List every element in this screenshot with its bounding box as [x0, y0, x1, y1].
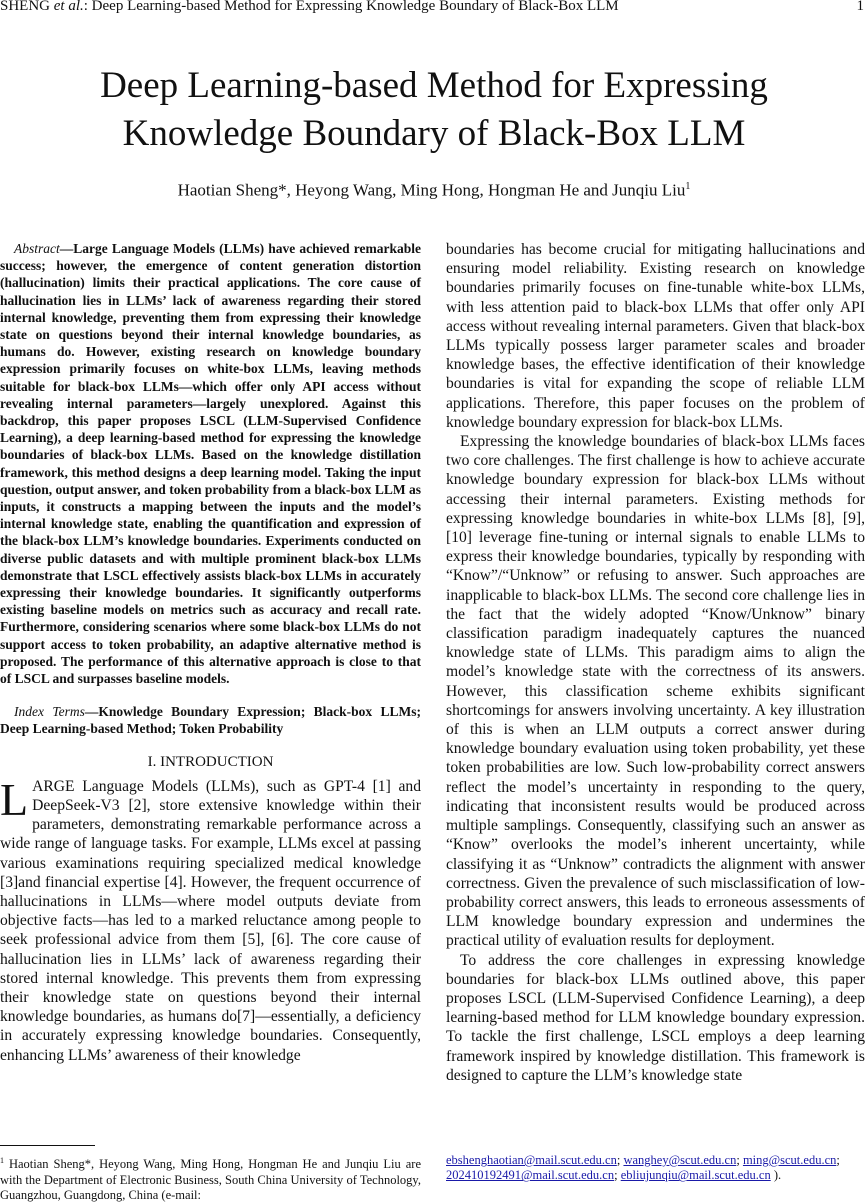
page-number: 1	[856, 0, 864, 14]
abstract: Abstract—Large Language Models (LLMs) have achieved remarkable success; however, the emergence of content generation distortion (hallucination) limits their practical applications. The core cause of hallucination lies in LLMs’ lack of awareness regarding their stored internal knowledge, preventing them from expressing their knowledge state on questions beyond their internal knowledge boundaries, as humans do. However, existing research on knowledge boundary expression primarily focuses on white-box LLMs, leaving methods suitable for black-box LLMs—which offer only API access without revealing internal parameters—largely unexplored. Against this backdrop, this paper proposes LSCL (LLM-Supervised Confidence Learning), a deep learning-based method for expressing the knowledge boundaries of black-box LLMs. Based on the knowledge distillation framework, this method designs a deep learning model. Taking the input question, output answer, and token probability from a black-box LLM as inputs, it constructs a mapping between the inputs and the model’s internal knowledge state, enabling the quantification and expression of the black-box LLM’s knowledge boundaries. Experiments conducted on diverse public datasets and with multiple prominent black-box LLMs demonstrate that LSCL effectively assists black-box LLMs in accurately expressing their knowledge boundaries. It significantly outperforms existing baseline models on metrics such as accuracy and recall rate. Furthermore, considering scenarios where some black-box LLMs do not support access to token probability, an adaptive alternative method is proposed. The performance of this alternative approach is close to that of LSCL and surpasses baseline models.	[0, 241, 421, 687]
section-heading-introduction: I. INTRODUCTION	[147, 753, 274, 770]
intro-paragraph-1-continued: boundaries has become crucial for mitigating hallucinations and ensuring model reliability. Existing research on knowledge boundaries primarily focuses on fine-tunable white-box LLMs, with less attention paid to black-box LLMs that offer only API access without revealing internal parameters. Given that black-box LLMs typically possess larger parameter scales and broader knowledge bases, the effective identification of their knowledge boundaries is vital for expanding the scope of reliable LLM applications. Therefore, this paper focuses on the problem of knowledge boundary expression for black-box LLMs.	[446, 241, 865, 431]
author-footnote-mark: 1	[685, 181, 691, 192]
intro-paragraph-3: To address the core challenges in expressing knowledge boundaries for black-box LLMs outlined above, this paper proposes LSCL (LLM-Supervised Confidence Learning), a deep learning-based method for LLM knowledge boundary expression. To tackle the first challenge, LSCL employs a deep learning framework inspired by knowledge distillation. This framework is designed to capture the LLM’s knowledge state	[446, 951, 865, 1084]
email-link-2[interactable]: wanghey@scut.edu.cn	[623, 1153, 737, 1167]
intro-paragraph-1: LARGE Language Models (LLMs), such as GPT-4 [1] and DeepSeek-V3 [2], store extensive knowledge within their parameters, demonstrating remarkable performance across a wide range of language tasks. For example, LLMs excel at passing various examinations requiring specialized medical knowledge [3]and financial expertise [4]. However, the frequent occurrence of hallucinations in LLMs—where model outputs deviate from objective facts—has led to a marked reluctance among people to seek professional advice from them [5], [6]. The core cause of hallucination lies in LLMs’ lack of awareness regarding their stored internal knowledge. This prevents them from expressing their knowledge state on questions beyond their internal knowledge boundaries, as humans do[7]—essentially, a deficiency in accurately expressing knowledge boundaries. Consequently, enhancing LLMs’ awareness of their knowledge	[0, 773, 421, 1064]
left-column	[0, 240, 421, 1065]
author-names: Haotian Sheng*, Heyong Wang, Ming Hong, Hongman He and Junqiu Liu	[177, 180, 686, 200]
title-line-1: Deep Learning-based Method for Expressing	[100, 65, 768, 106]
right-column	[446, 240, 865, 1085]
email-link-3[interactable]: ming@scut.edu.cn	[742, 1153, 837, 1167]
email-link-4[interactable]: 202410192491@mail.scut.edu.cn	[446, 1168, 615, 1183]
index-terms: Index Terms—Knowledge Boundary Expression; Black-box LLMs; Deep Learning-based Method; Token Probability	[0, 704, 422, 737]
index-terms-label: Index Terms	[14, 704, 85, 720]
intro-paragraph-2: Expressing the knowledge boundaries of black-box LLMs faces two core challenges. The first challenge is how to achieve accurate knowledge boundary expression for black-box LLMs without accessing their internal parameters. Existing methods for expressing knowledge boundaries in white-box LLMs [8], [9], [10] leverage fine-tuning or internal signals to enable LLMs to express their knowledge boundaries, typically by responding with “Know”/“Unknow” or refusing to answer. Such approaches are inapplicable to black-box LLMs. The second core challenge lies in the fact that the widely adopted “Know/Unknow” binary classification paradigm inadequately captures the nuanced knowledge state of LLMs. This paradigm aims to align the model’s knowledge state with the correctness of its answers. However, this classification scheme exhibits significant shortcomings for answers involving uncertainty. A key illustration of this is when an LLM outputs a correct answer during knowledge boundary evaluation using token probability, yet these token probabilities are low. Such low-probability correct answers reflect the model’s uncertainty in responding to the query, indicating that inconsistent results would be produced across multiple samplings. Consequently, classifying such an answer as “Know” overlooks the model’s inherent uncertainty, while classifying it as “Unknow” contradicts the alignment with answer correctness. Given the prevalence of such misclassification of low-probability correct answers, this leads to erroneous assessments of LLM knowledge boundary expression and undermines the practical utility of evaluation results for deployment.	[446, 433, 865, 950]
abstract-text: Large Language Models (LLMs) have achieved remarkable success; however, the emergence of content generation distortion (hallucination) limits their practical applications. The core cause of hallucination lies in LLMs’ lack of awareness regarding their stored internal knowledge, preventing them from expressing their knowledge state on questions beyond their internal knowledge boundaries, as humans do. However, existing research on knowledge boundary expression primarily focuses on white-box LLMs, leaving methods suitable for black-box LLMs—which offer only API access without revealing internal parameters—largely unexplored. Against this backdrop, this paper proposes LSCL (LLM-Supervised Confidence Learning), a deep learning-based method for expressing the knowledge boundaries of black-box LLMs. Based on the knowledge distillation framework, this method designs a deep learning model. Taking the input question, output answer, and token probability from a black-box LLM as inputs, it constructs a mapping between the inputs and the model’s internal knowledge state, enabling the quantification and expression of the black-box LLM’s knowledge boundaries. Experiments conducted on diverse public datasets and with multiple prominent black-box LLMs demonstrate that LSCL effectively assists black-box LLMs in accurately expressing their knowledge boundaries. It significantly outperforms existing baseline models on metrics such as accuracy and recall rate. Furthermore, considering scenarios where some black-box LLMs do not support access to token probability, an adaptive alternative method is proposed. The performance of this alternative approach is close to that of LSCL and surpasses baseline models.	[0, 241, 421, 687]
running-head-text: SHENG et al.: Deep Learning-based Method for Expressing Knowledge Boundary of Black-Box LLM	[0, 0, 619, 14]
abstract-label: Abstract	[14, 241, 60, 256]
email-link-1[interactable]: ebshenghaotian@mail.scut.edu.cn	[446, 1153, 617, 1167]
footnote-divider	[0, 1145, 95, 1146]
footnote-affiliation: $^1$ Haotian Sheng*, Heyong Wang, Ming Hong, Hongman He and Junqiu Liu are with the Department of Electronic Business, South China University of Technology, Guangzhou, Guangdong, China (e-mail:	[0, 1156, 421, 1202]
index-terms-text: Knowledge Boundary Expression; Black-box LLMs; Deep Learning-based Method; Token Probability	[0, 704, 422, 737]
email-link-5[interactable]: ebliujunqiu@mail.scut.edu.cn	[620, 1168, 771, 1183]
drop-cap: L	[0, 773, 29, 825]
author-list	[0, 176, 868, 202]
footnote-emails: ebshenghaotian@mail.scut.edu.cn; wanghey@scut.edu.cn; ming@scut.edu.cn; 202410192491@mail.scut.edu.cn; ebliujunqiu@mail.scut.edu.cn ).	[446, 1153, 840, 1183]
paper-title	[0, 62, 868, 158]
title-line-2: Knowledge Boundary of Black-Box LLM	[122, 113, 746, 154]
